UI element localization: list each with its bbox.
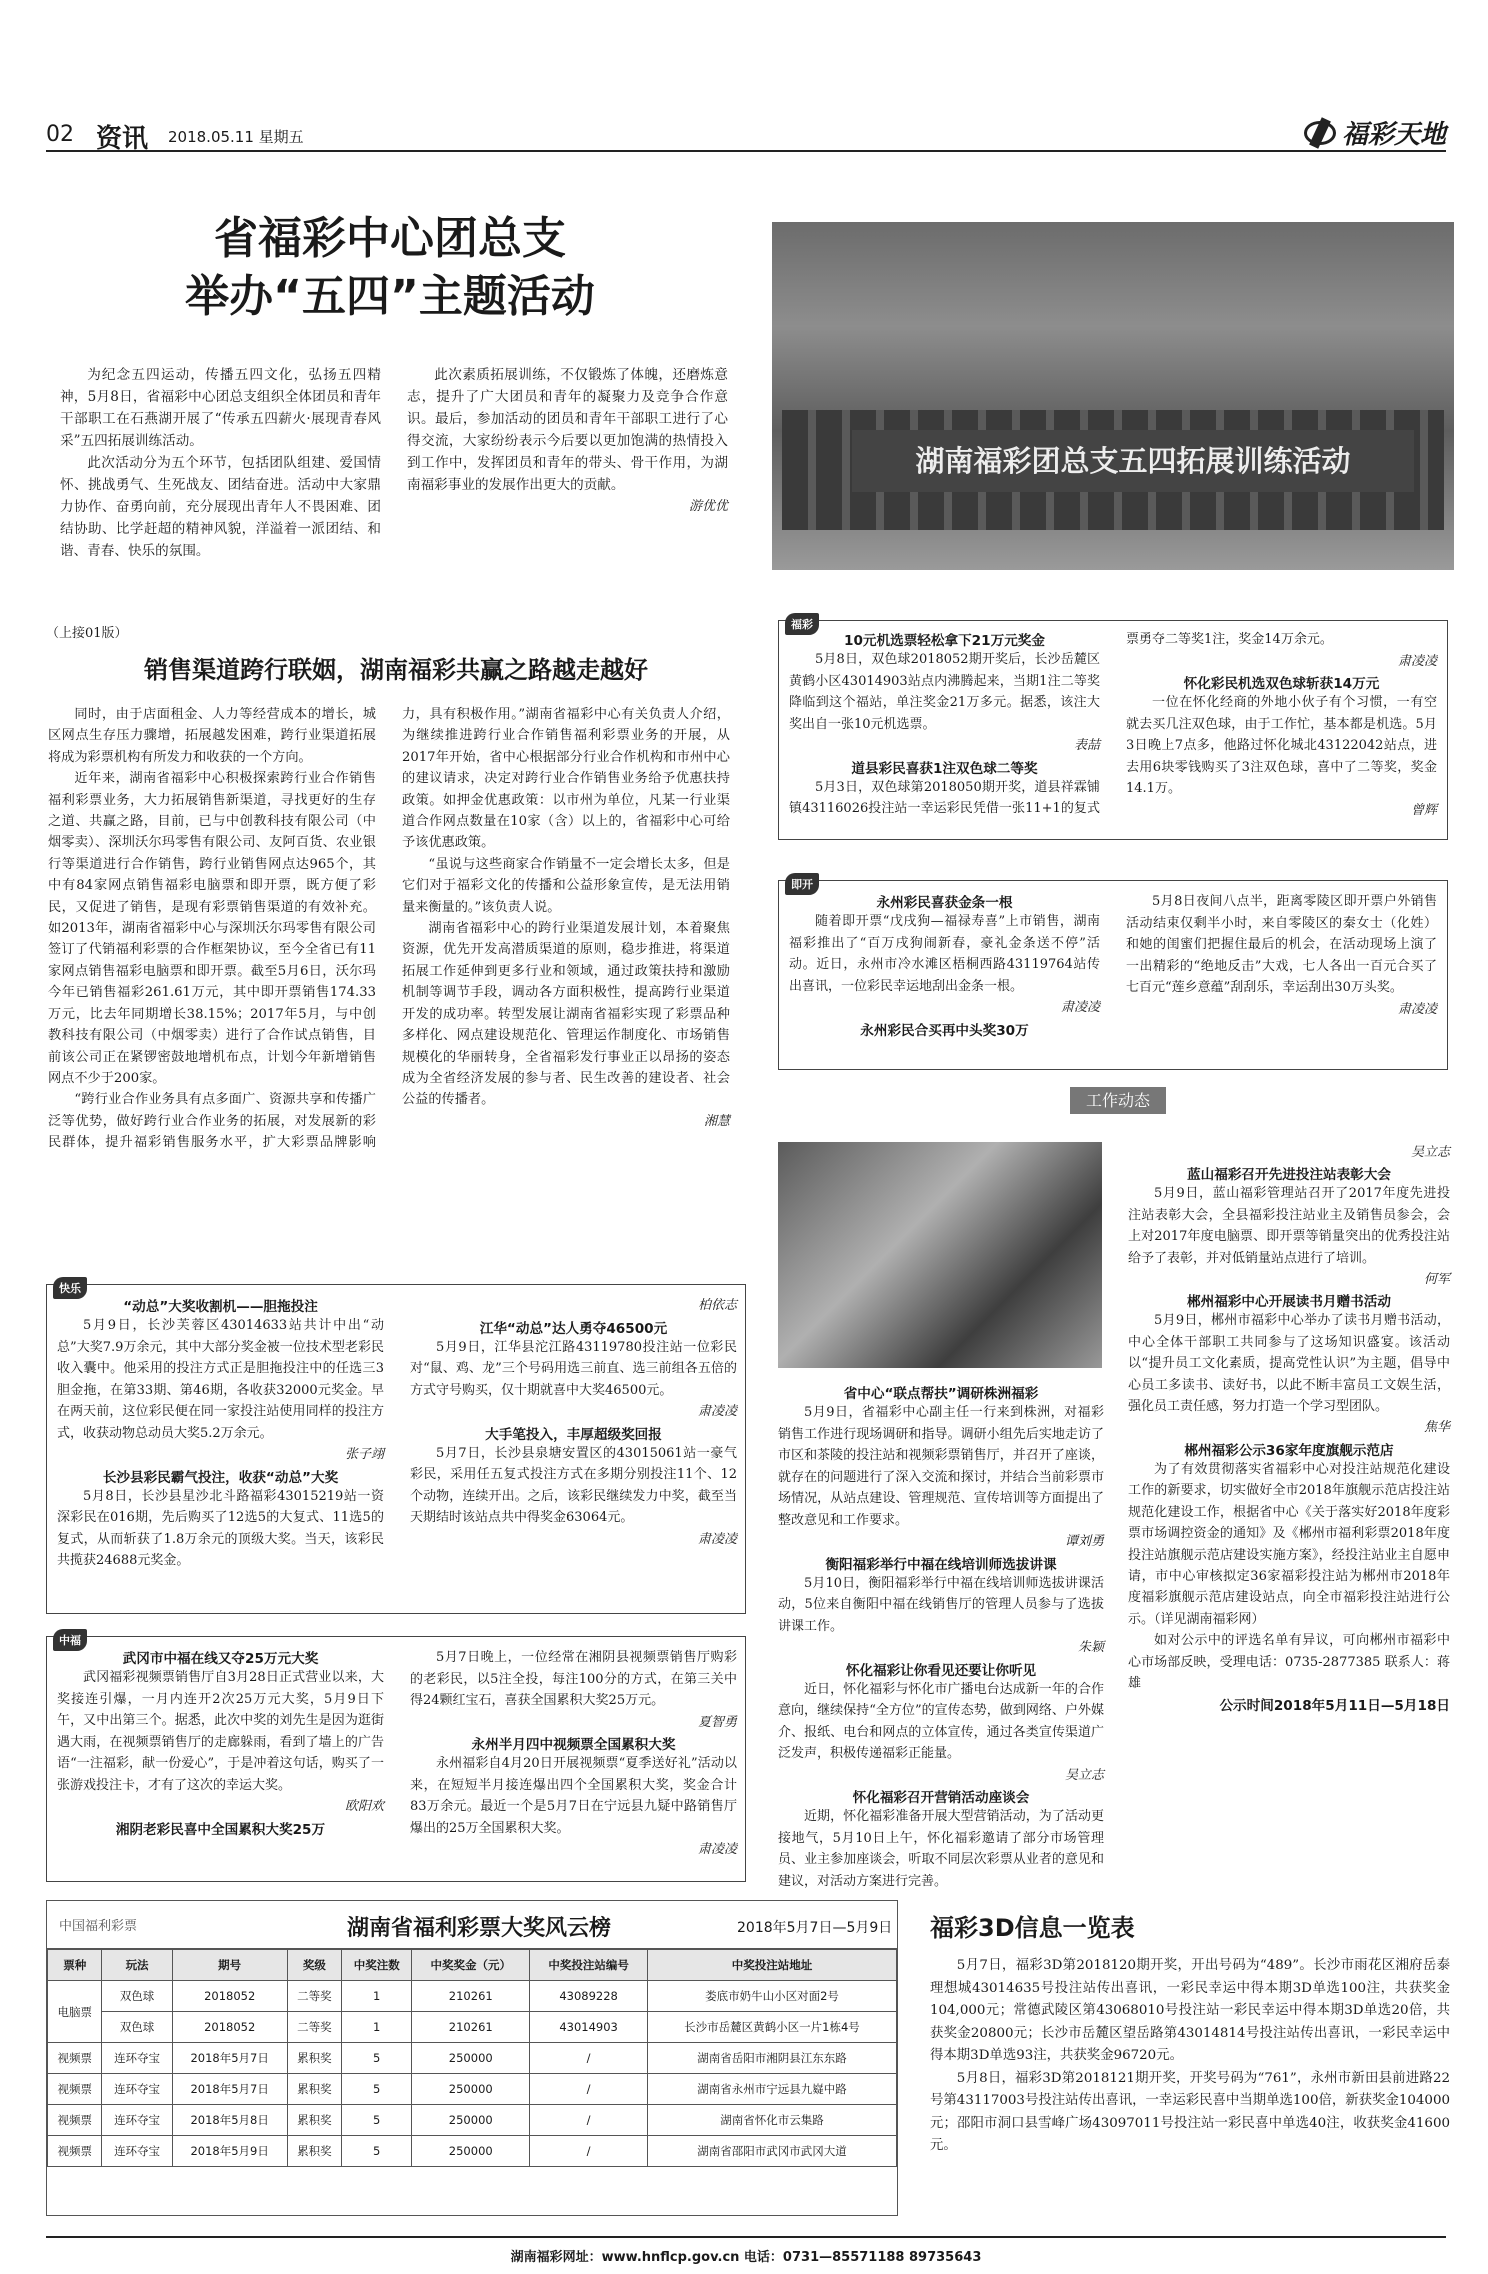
lottery-badge-icon: 福彩	[785, 613, 819, 635]
table-cell: 湖南省岳阳市湘阴县江东东路	[648, 2043, 897, 2074]
prize-ranking	[46, 1900, 898, 2216]
field-visit-photo	[778, 1142, 1102, 1368]
table-cell: 湖南省怀化市云集路	[648, 2105, 897, 2136]
table-cell: 2018年5月8日	[172, 2105, 287, 2136]
table-cell: 连环夺宝	[102, 2074, 172, 2105]
table-cell: 2018052	[172, 2012, 287, 2043]
ranking-col-header: 中奖注数	[342, 1950, 412, 1981]
table-cell: 250000	[412, 2136, 530, 2167]
ranking-table	[47, 1949, 897, 2167]
table-cell: /	[530, 2136, 648, 2167]
table-cell: 二等奖	[287, 1981, 341, 2012]
table-cell: 250000	[412, 2074, 530, 2105]
table-cell: 2018052	[172, 1981, 287, 2012]
table-cell: /	[530, 2043, 648, 2074]
ranking-date-range: 2018年5月7日—5月9日	[737, 1920, 893, 1936]
lottery-badge-icon: 即开	[785, 873, 819, 895]
ranking-col-header: 票种	[48, 1950, 102, 1981]
work-news-left: 省中心“联点帮扶”调研株洲福彩 5月9日，省福彩中心副主任一行来到株洲，对福彩销售工作进行现场调研和指导。调研小组先后实地走访了市区和茶陵的投注站和视频彩票销售厅，并召开了座谈，就存在的问题进行了深入交流和探讨，并结合当前彩票市场情况，从站点建设、管理规范、宣传培训等方面提出了整改意见和工作要求。 谭刘勇 衡阳福彩举行中福在线培训师选拔讲课 5月10日，衡阳福彩举行中福在线培训师选拔讲课活动，5位来自衡阳中福在线销售厅的管理人员参与了选拔讲课工作。 朱颖 怀化福彩让你看见还要让你听见 近日，怀化福彩与怀化市广播电台达成新一年的合作意向，继续保持“全方位”的宣传态势，做到网络、户外媒介、报纸、电台和网点的立体宣传，通过各类宣传渠道广泛发声，积极传递福彩正能量。 吴立志 怀化福彩召开营销活动座谈会 近期，怀化福彩准备开展大型营销活动，为了活动更接地气，5月10日上午，怀化福彩邀请了部分市场管理员、业主参加座谈会，听取不同层次彩票从业者的意见和建议，对活动方案进行完善。	[778, 1386, 1104, 1889]
lottery-badge-icon: 快乐	[53, 1277, 87, 1299]
table-cell: 连环夺宝	[102, 2105, 172, 2136]
table-cell: 2018年5月7日	[172, 2074, 287, 2105]
table-cell: 二等奖	[287, 2012, 341, 2043]
table-cell: 250000	[412, 2043, 530, 2074]
table-cell: 250000	[412, 2105, 530, 2136]
table-cell: 210261	[412, 2012, 530, 2043]
table-row	[48, 2043, 897, 2074]
page-header	[46, 112, 1446, 152]
masthead-logo: 福彩天地	[1304, 114, 1446, 151]
team-photo	[772, 222, 1454, 570]
section-title: 资讯	[96, 124, 149, 154]
table-cell: 1	[342, 2012, 412, 2043]
table-cell: 双色球	[102, 1981, 172, 2012]
table-cell: 5	[342, 2074, 412, 2105]
winners-box-2: 即开 永州彩民喜获金条一根 随着即开票“戊戌狗—福禄寿喜”上市销售，湖南福彩推出了“百万戌狗闹新春，豪礼金条送不停”活动。近日，永州市冷水滩区梧桐西路43119764站传出喜讯，一位彩民幸运地刮出金条一根。 肃凌凌 永州彩民合买再中头奖30万 5月8日夜间八点半，距离零陵区即开票户外销售活动结束仅剩半小时，来自零陵区的秦女士（化姓）和她的闺蜜们把握住最后的机会，在活动现场上演了一出精彩的“绝地反击”大戏，七人各出一百元合买了七百元“莲乡意蕴”刮刮乐，幸运刮出30万头奖。 肃凌凌	[778, 880, 1448, 1070]
ranking-col-header: 中奖投注站地址	[648, 1950, 897, 1981]
fc3d-info: 福彩3D信息一览表 5月7日，福彩3D第2018120期开奖，开出号码为“489”。长沙市雨花区湘府岳泰理想城43014635号投注站传出喜讯，一彩民幸运中得本期3D单选100注，共获奖金104,000元；常德武陵区第43068010号投注站一彩民幸运中得本期3D单选20倍，共获奖金20800元；长沙市岳麓区望岳路第43014814号投注站传出喜讯，一彩民幸运中得本期3D单选93注，共获奖金96720元。 5月8日，福彩3D第2018121期开奖，开奖号码为“761”，永州市新田县前进路22号第43117003号投注站传出喜讯，一幸运彩民喜中当期单选100倍，新获奖金104000元；邵阳市洞口县雪峰广场43097011号投注站一彩民喜中单选40注，收获奖金41600元。	[930, 1908, 1450, 2208]
table-cell: 累积奖	[287, 2074, 341, 2105]
work-news-tag: 工作动态	[1070, 1088, 1166, 1111]
article-youth-day-body: 为纪念五四运动，传播五四文化，弘扬五四精神，5月8日，省福彩中心团总支组织全体团员和青年干部职工在石燕湖开展了“传承五四薪火·展现青春风采”五四拓展训练活动。 此次活动分为五个环节，包括团队组建、爱国情怀、挑战勇气、生死战友、团结奋进。活动中大家鼎力协作、奋勇向前，充分展现出青年人不畏困难、团结协助、比学赶超的精神风貌，洋溢着一派团结、和谐、青春、快乐的氛围。 此次素质拓展训练，不仅锻炼了体魄，还磨炼意志，提升了广大团员和青年的凝聚力及竞争合作意识。最后，参加活动的团员和青年干部职工进行了心得交流，大家纷纷表示今后要以更加饱满的热情投入到工作中，发挥团员和青年的带头、骨干作用，为湖南福彩事业的发展作出更大的贡献。 游优优	[60, 367, 728, 559]
welfare-lottery-logo: 中国福利彩票	[59, 1919, 138, 1934]
ranking-title: 湖南省福利彩票大奖风云榜	[347, 1916, 612, 1941]
table-row	[48, 2074, 897, 2105]
ranking-col-header: 玩法	[102, 1950, 172, 1981]
continued-from: （上接01版）	[46, 626, 128, 641]
table-cell: 湖南省邵阳市武冈市武冈大道	[648, 2136, 897, 2167]
table-cell: /	[530, 2074, 648, 2105]
issue-date: 2018.05.11 星期五	[168, 128, 304, 146]
table-cell: 累积奖	[287, 2105, 341, 2136]
table-cell: 视频票	[48, 2074, 102, 2105]
table-cell: 5	[342, 2105, 412, 2136]
ranking-col-header: 奖级	[287, 1950, 341, 1981]
ranking-col-header: 期号	[172, 1950, 287, 1981]
lottery-badge-icon: 中福	[53, 1629, 87, 1651]
photo-banner: 湖南福彩团总支五四拓展训练活动	[852, 430, 1414, 492]
article-youth-day	[60, 210, 720, 326]
table-cell: /	[530, 2105, 648, 2136]
work-news-right: 吴立志 蓝山福彩召开先进投注站表彰大会 5月9日，蓝山福彩管理站召开了2017年度先进投注站表彰大会，全县福彩投注站业主及销售员参会，会上对2017年度电脑票、即开票等销量突出的优秀投注站给予了表彰，并对低销量站点进行了培训。 何军 郴州福彩中心开展读书月赠书活动 5月9日，郴州市福彩中心举办了读书月赠书活动，中心全体干部职工共同参与了这场知识盛宴。该活动以“提升员工文化素质，提高党性认识”为主题，倡导中心员工多读书、读好书，以此不断丰富员工文娱生活，强化员工责任感，努力打造一个学习型团队。 焦华 郴州福彩公示36家年度旗舰示范店 为了有效贯彻落实省福彩中心对投注站规范化建设工作的新要求，切实做好全市2018年旗舰示范店投注站规范化建设工作，根据省中心《关于落实好2018年度彩票市场调控资金的通知》及《郴州市福利彩票2018年度投注站旗舰示范店建设实施方案》，经投注站业主自愿申请，市中心审核拟定36家福彩投注站为郴州市2018年度福彩旗舰示范店建设站点，向全市福彩投注站进行公示。（详见湖南福彩网） 如对公示中的评选名单有异议，可向郴州市福彩中心市场部反映，受理电话：0735-2877385 联系人：蒋雄 公示时间2018年5月11日—5月18日	[1128, 1145, 1450, 1715]
ranking-col-header: 中奖奖金（元）	[412, 1950, 530, 1981]
table-cell: 1	[342, 1981, 412, 2012]
table-cell: 视频票	[48, 2043, 102, 2074]
ranking-col-header: 中奖投注站编号	[530, 1950, 648, 1981]
table-row	[48, 1981, 897, 2012]
table-cell: 5	[342, 2136, 412, 2167]
table-cell: 43089228	[530, 1981, 648, 2012]
page-footer: 湖南福彩网址：www.hnflcp.gov.cn 电话：0731—85571188 89735643	[46, 2236, 1446, 2265]
headline-line1: 省福彩中心团总支	[214, 213, 566, 264]
table-cell: 5	[342, 2043, 412, 2074]
winners-box-1: 福彩 10元机选票轻松拿下21万元奖金 5月8日，双色球2018052期开奖后，长沙岳麓区黄鹤小区43014903站点内沸腾起来，当期1注二等奖降临到这个福站，单注奖金21万多元。据悉，该注大奖出自一张10元机选票。 表喆 道县彩民喜获1注双色球二等奖 5月3日，双色球第2018050期开奖，道县祥霖铺镇43116026投注站一幸运彩民凭借一张11+1的复式票勇夺二等奖1注，奖金14万余元。 肃凌凌 怀化彩民机选双色球斩获14万元 一位在怀化经商的外地小伙子有个习惯，一有空就去买几注双色球，由于工作忙，基本都是机选。5月3日晚上7点多，他路过怀化城北43122042站点，进去用6块零钱购买了3注双色球，喜中了二等奖，奖金14.1万。 曾辉	[778, 620, 1448, 840]
article-channel-body: 同时，由于店面租金、人力等经营成本的增长，城区网点生存压力骤增，拓展越发困难，跨行业渠道拓展将成为彩票机构有所发力和收获的一个方向。 近年来，湖南省福彩中心积极探索跨行业合作销售福利彩票业务，大力拓展销售新渠道，寻找更好的生存之道、共赢之路，目前，已与中创教科技有限公司（中烟零卖）、深圳沃尔玛零售有限公司、友阿百货、农业银行等渠道进行合作销售，跨行业销售网点达965个，其中有84家网点销售福彩电脑票和即开票，既方便了彩民，又促进了销售，是现有彩票销售渠道的有效补充。如2013年，湖南省福彩中心与深圳沃尔玛零售有限公司签订了代销福利彩票的合作框架协议，至今全省已有11家网点销售福彩电脑票和即开票。截至5月6日，沃尔玛今年已销售福彩261.61万元，其中即开票销售174.33万元，比去年同期增长38.15%；2017年5月，与中创教科技有限公司（中烟零卖）进行了合作试点销售，目前该公司正在紧锣密鼓地增机布点，计划今年新增销售网点不少于200家。 “跨行业合作业务具有点多面广、资源共享和传播广泛等优势，做好跨行业合作业务的拓展，对发展新的彩民群体，提升福彩销售服务水平，扩大彩票品牌影响力，具有积极作用。”湖南省福彩中心有关负责人介绍，为继续推进跨行业合作销售福利彩票业务的开展，从2017年开始，省中心根据部分行业合作机构和市州中心的建议请求，决定对跨行业合作销售业务给予优惠扶持政策。如押金优惠政策：以市州为单位，凡某一行业渠道合作网点数量在10家（含）以上的，省福彩中心可给予该优惠政策。 “虽说与这些商家合作销量不一定会增长太多，但是它们对于福彩文化的传播和公益形象宣传，是无法用销量来衡量的。”该负责人说。 湖南省福彩中心的跨行业渠道发展计划，本着聚焦资源，优先开发高潜质渠道的原则，稳步推进，将渠道拓展工作延伸到更多行业和领域，通过政策扶持和激励机制等调节手段，调动各方面积极性，提高跨行业渠道开发的成功率。转型发展让湖南省福彩实现了彩票品种多样化、网点建设规范化、管理运作制度化、市场销售规模化的华丽转身，全省福彩发行事业正以昂扬的姿态成为全省经济发展的参与者、民生改善的建设者、社会公益的传播者。 湘慧	[48, 707, 730, 1151]
table-cell: 娄底市奶牛山小区对面2号	[648, 1981, 897, 2012]
fc3d-title: 福彩3D信息一览表	[930, 1914, 1135, 1942]
winners-box-3: 快乐 “动总”大奖收割机——胆拖投注 5月9日，长沙芙蓉区43014633站共计中出“动总”大奖7.9万余元，其中大部分奖金被一位技术型老彩民收入囊中。他采用的投注方式正是胆拖投注中的任选三3胆金拖，在第33期、第46期，各收获32000元奖金。早在两天前，这位彩民便在同一家投注站使用同样的投注方式，收获动物总动员大奖5.2万余元。 张子翊 长沙县彩民霸气投注，收获“动总”大奖 5月8日，长沙县星沙北斗路福彩43015219站一资深彩民在016期，先后购买了12选5的大复式、11选5的复式，从而斩获了1.8万余元的顶级大奖。当天，该彩民共揽获24688元奖金。 柏依志 江华“动总”达人勇夺46500元 5月9日，江华县沱江路43119780投注站一位彩民对“鼠、鸡、龙”三个号码用选三前直、选三前组各五倍的方式守号购买，仅十期就喜中大奖46500元。 肃凌凌 大手笔投入，丰厚超级奖回报 5月7日，长沙县泉塘安置区的43015061站一豪气彩民，采用任五复式投注方式在多期分别投注11个、12个动物，连续开出。之后，该彩民继续发力中奖，截至当天期结时该站点共中得奖金63064元。 肃凌凌	[46, 1284, 746, 1614]
winners-box-4: 中福 武冈市中福在线又夺25万元大奖 武冈福彩视频票销售厅自3月28日正式营业以来，大奖接连引爆，一月内连开2次25万元大奖，5月9日下午，又中出第三个。据悉，此次中奖的刘先生是因为逛街遇大雨，在视频票销售厅的走廊躲雨，看到了墙上的广告语“一注福彩，献一份爱心”，于是冲着这句话，购买了一张游戏投注卡，才有了这次的幸运大奖。 欧阳欢 湘阴老彩民喜中全国累积大奖25万 5月7日晚上，一位经常在湘阴县视频票销售厅购彩的老彩民，以5注全投，每注100分的方式，在第三关中得24颗红宝石，喜获全国累积大奖25万元。 夏智勇 永州半月四中视频票全国累积大奖 永州福彩自4月20日开展视频票“夏季送好礼”活动以来，在短短半月接连爆出四个全国累积大奖，奖金合计83万余元。最近一个是5月7日在宁远县九疑中路销售厅爆出的25万全国累积大奖。 肃凌凌	[46, 1636, 746, 1882]
headline-line2: 举办“五四”主题活动	[185, 271, 595, 322]
table-row	[48, 2012, 897, 2043]
table-cell: 视频票	[48, 2105, 102, 2136]
table-cell: 43014903	[530, 2012, 648, 2043]
table-cell: 累积奖	[287, 2043, 341, 2074]
table-cell: 长沙市岳麓区黄鹤小区一片1栋4号	[648, 2012, 897, 2043]
article-channel-title: 销售渠道跨行联姻，湖南福彩共赢之路越走越好	[144, 656, 648, 684]
table-cell: 210261	[412, 1981, 530, 2012]
table-cell: 连环夺宝	[102, 2136, 172, 2167]
table-cell: 双色球	[102, 2012, 172, 2043]
table-cell: 2018年5月7日	[172, 2043, 287, 2074]
lottery-logo-icon	[1304, 121, 1336, 145]
table-cell: 电脑票	[48, 1981, 102, 2043]
table-cell: 视频票	[48, 2136, 102, 2167]
page-number: 02	[46, 122, 74, 147]
table-cell: 累积奖	[287, 2136, 341, 2167]
table-cell: 2018年5月9日	[172, 2136, 287, 2167]
table-cell: 连环夺宝	[102, 2043, 172, 2074]
table-cell: 湖南省永州市宁远县九嶷中路	[648, 2074, 897, 2105]
table-row	[48, 2105, 897, 2136]
table-row	[48, 2136, 897, 2167]
